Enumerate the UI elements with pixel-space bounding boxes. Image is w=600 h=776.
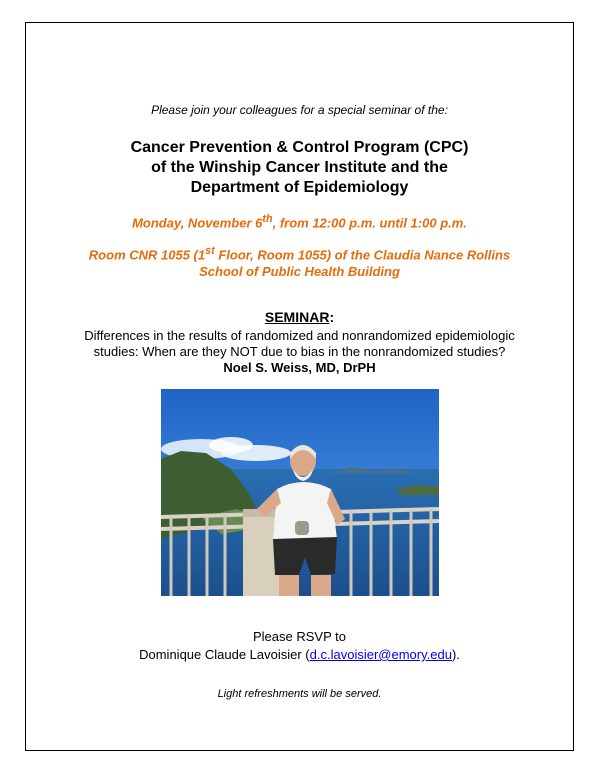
location-line-1: Room CNR 1055 (1st Floor, Room 1055) of the Claudia Nance Rollins (88, 245, 511, 263)
speaker-photo (161, 389, 439, 596)
title-line: Cancer Prevention & Control Program (CPC) (130, 139, 469, 156)
location-line-2: School of Public Health Building (199, 264, 400, 280)
title-line: of the Winship Cancer Institute and the (151, 159, 448, 176)
intro-text: Please join your colleagues for a special seminar of the: (151, 103, 448, 117)
speaker-name: Noel S. Weiss, MD, DrPH (223, 360, 376, 375)
event-date: Monday, November 6th, from 12:00 p.m. until 1:00 p.m. (132, 213, 467, 231)
seminar-title: Differences in the results of randomized and nonrandomized epidemiologic studies: When are they NOT due to bias in the nonrandomized studies? (84, 328, 515, 359)
rsvp-contact: Dominique Claude Lavoisier (d.c.lavoisier@emory.edu). (139, 647, 460, 662)
program-title (25, 138, 574, 198)
rsvp-label: Please RSVP to (253, 629, 346, 644)
rsvp-email-link[interactable]: d.c.lavoisier@emory.edu (309, 647, 452, 662)
seminar-heading: SEMINAR: (264, 309, 335, 325)
rsvp-section (25, 628, 574, 664)
event-location (25, 243, 574, 280)
refreshments-note: Light refreshments will be served. (217, 688, 382, 700)
title-line: Department of Epidemiology (190, 179, 409, 196)
